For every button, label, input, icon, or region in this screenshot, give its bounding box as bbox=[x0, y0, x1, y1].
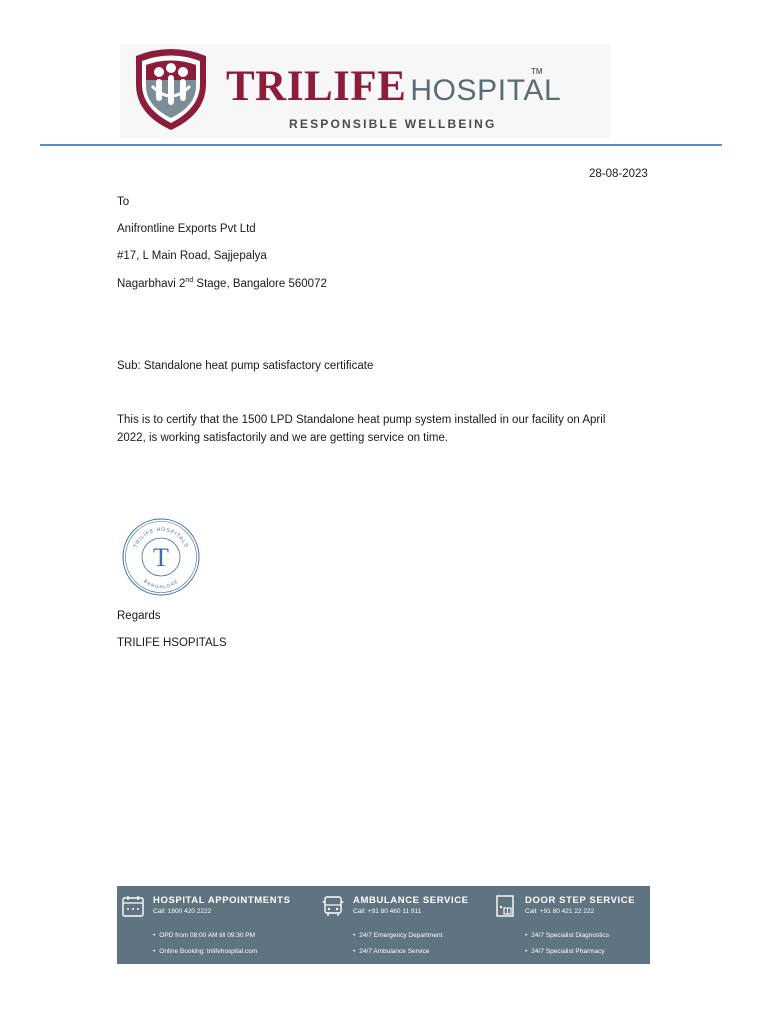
footer-title: AMBULANCE SERVICE bbox=[353, 895, 469, 906]
footer-call: Call: 1800 420 2222 bbox=[153, 908, 212, 915]
door-icon bbox=[493, 894, 517, 918]
recipient-company: Anifrontline Exports Pvt Ltd bbox=[117, 223, 256, 235]
footer-col-appointments bbox=[117, 886, 317, 964]
trilife-logo bbox=[128, 46, 214, 132]
letter-body-line2: 2022, is working satisfactorily and we are getting service on time. bbox=[117, 432, 449, 444]
trademark-mark: TM bbox=[531, 67, 543, 76]
letter-date: 28-08-2023 bbox=[589, 168, 648, 180]
brand-main: TRILIFE bbox=[226, 63, 407, 110]
footer-call: Call: +91 80 421 22 222 bbox=[525, 908, 595, 915]
footer-bullet: • 24/7 Ambulance Service bbox=[353, 948, 429, 955]
footer-bullet: • 24/7 Specialist Diagnostics bbox=[525, 932, 609, 939]
footer-col-ambulance bbox=[317, 886, 487, 964]
footer-title: DOOR STEP SERVICE bbox=[525, 895, 636, 906]
footer-bullet: • Online Booking: trilifehospital.com bbox=[153, 948, 257, 955]
footer-bullet: • 24/7 Emergency Department bbox=[353, 932, 442, 939]
brand-secondary: HOSPITAL bbox=[410, 74, 562, 107]
brand-wordmark bbox=[226, 62, 561, 111]
footer-bullet: • OPD from 08:00 AM till 09:30 PM bbox=[153, 932, 255, 939]
hospital-seal-stamp bbox=[121, 517, 201, 597]
svg-text:BANGALORE: BANGALORE bbox=[142, 578, 180, 590]
letter-body-line1: This is to certify that the 1500 LPD Standalone heat pump system installed in our facility on April bbox=[117, 414, 606, 426]
seal-letter: T bbox=[153, 543, 169, 572]
calendar-icon bbox=[121, 894, 145, 918]
svg-text:TRILIFE HOSPITALS: TRILIFE HOSPITALS bbox=[132, 526, 190, 549]
footer-bullet: • 24/7 Specialist Pharmacy bbox=[525, 948, 605, 955]
signatory-name: TRILIFE HSOPITALS bbox=[117, 637, 227, 649]
closing-regards: Regards bbox=[117, 610, 161, 622]
footer-title: HOSPITAL APPOINTMENTS bbox=[153, 895, 291, 906]
salutation-to: To bbox=[117, 196, 130, 208]
footer-col-doorstep bbox=[489, 886, 650, 964]
letter-subject: Sub: Standalone heat pump satisfactory certificate bbox=[117, 360, 374, 372]
recipient-address-line1: #17, L Main Road, Sajjepalya bbox=[117, 250, 267, 262]
recipient-address-line2: Nagarbhavi 2nd Stage, Bangalore 560072 bbox=[117, 277, 327, 290]
ambulance-icon bbox=[321, 894, 345, 918]
footer-call: Call: +91 80 460 11 911 bbox=[353, 908, 422, 915]
tagline: RESPONSIBLE WELLBEING bbox=[289, 117, 497, 131]
footer-services-bar bbox=[117, 886, 650, 964]
header-divider bbox=[40, 144, 722, 146]
